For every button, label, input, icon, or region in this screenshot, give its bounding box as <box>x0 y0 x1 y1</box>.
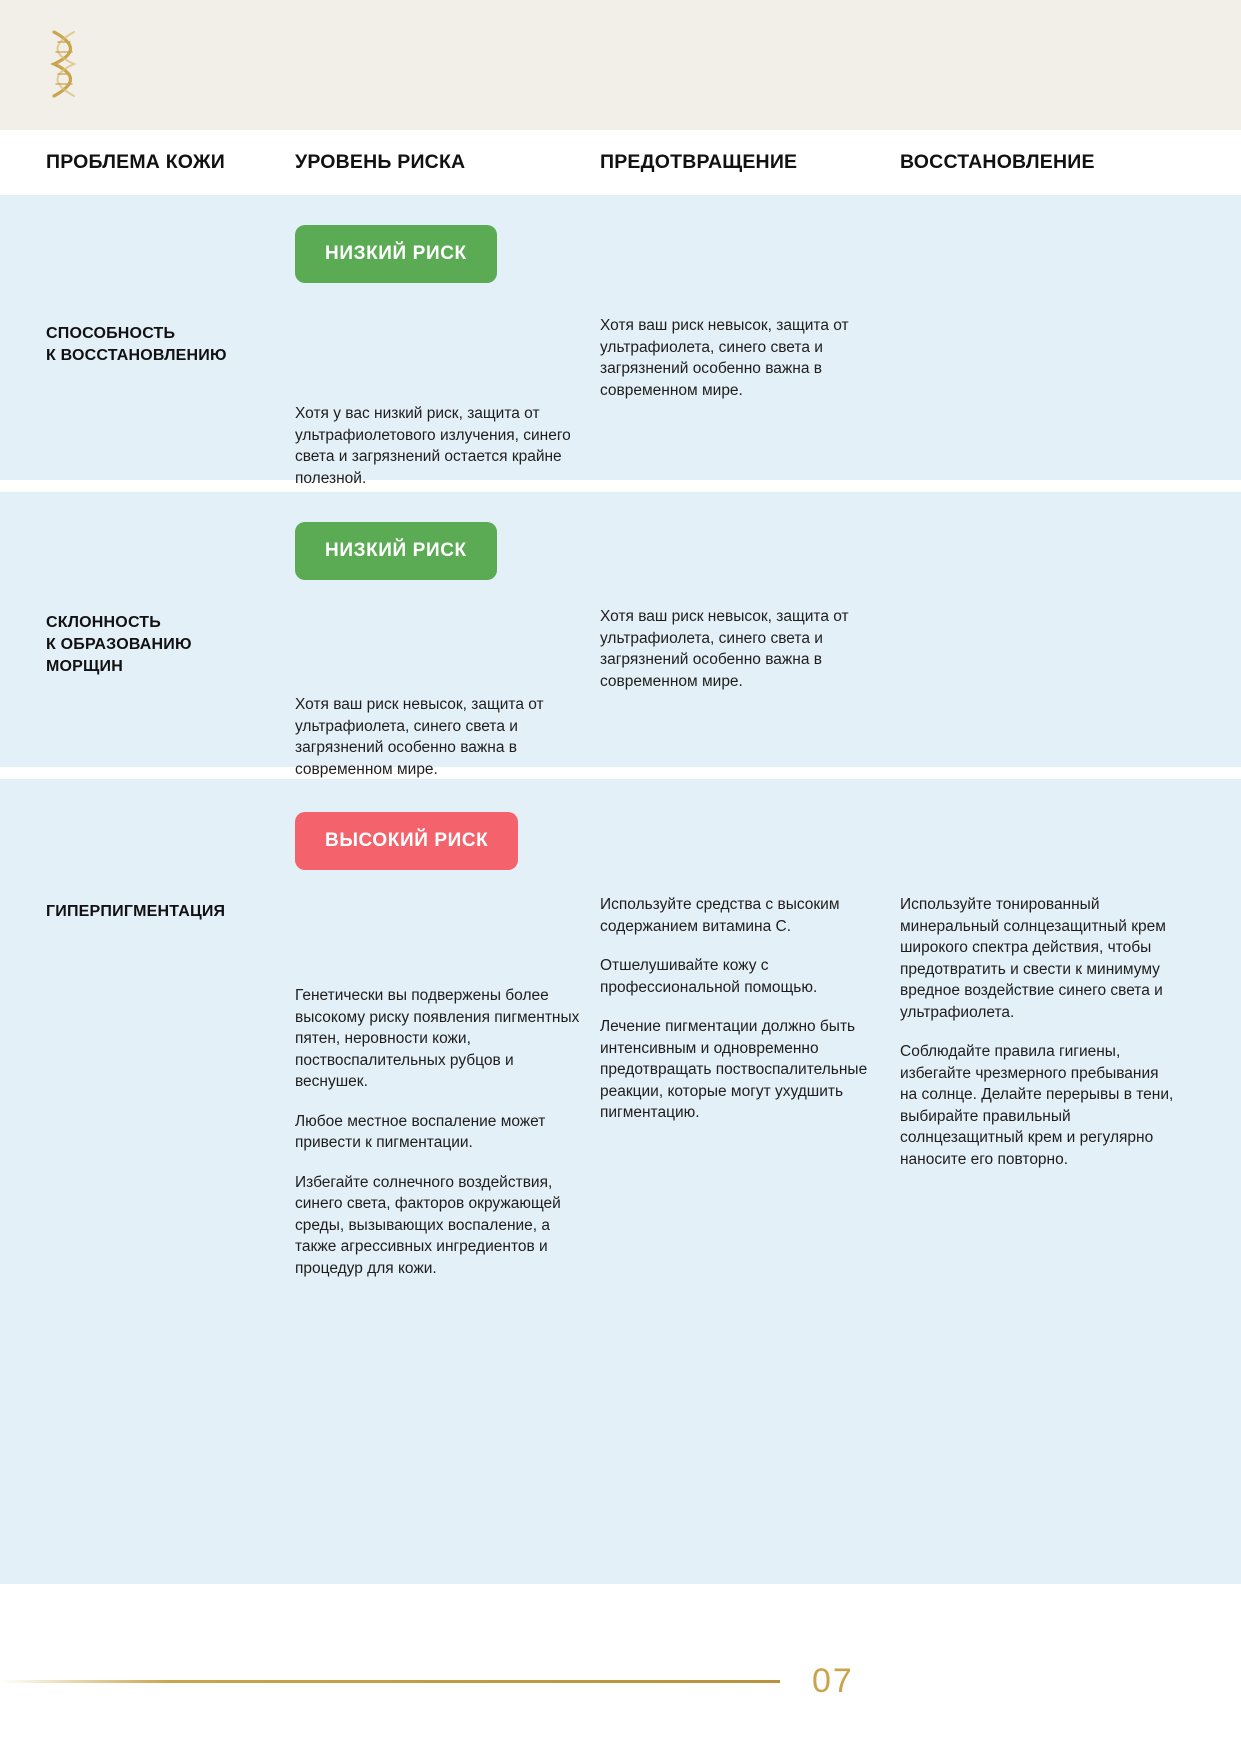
row-title: СКЛОННОСТЬ К ОБРАЗОВАНИЮ МОРЩИН <box>46 614 192 675</box>
table-row <box>0 779 1241 1584</box>
status-badge: НИЗКИЙ РИСК <box>295 522 497 580</box>
row-problem-cell <box>0 779 295 1584</box>
footer-divider <box>0 1680 780 1683</box>
row-recovery-cell <box>900 492 1195 767</box>
row-prevention-cell <box>600 195 900 480</box>
table-row <box>0 492 1241 778</box>
page-number: 07 <box>812 1662 854 1700</box>
risk-badge-wrap <box>295 779 600 870</box>
row-problem-cell <box>0 492 295 767</box>
dna-helix-logo-icon <box>36 28 96 100</box>
page-footer <box>0 1662 1241 1754</box>
risk-description: Хотя ваш риск невысок, защита от ультрафиолета, синего света и загрязнений особенно важна в современном мире. <box>295 696 544 778</box>
row-recovery-cell <box>900 195 1195 480</box>
row-risk-cell <box>295 779 600 1584</box>
header-band <box>0 0 1241 130</box>
risk-badge-wrap <box>295 195 600 283</box>
prevention-description: Используйте средства с высоким содержанием витамина C. Отшелушивайте кожу с профессиональной помощью. Лечение пигментации должно быть интенсивным и одновременно предотвращать поствоспалительные реакции, которые могут ухудшить пигментацию. <box>600 896 868 1121</box>
row-risk-cell <box>295 195 600 487</box>
row-problem-cell <box>0 195 295 480</box>
prevention-description: Хотя ваш риск невысок, защита от ультрафиолета, синего света и загрязнений особенно важна в современном мире. <box>600 317 849 399</box>
status-badge: ВЫСОКИЙ РИСК <box>295 812 518 870</box>
column-header-risk: УРОВЕНЬ РИСКА <box>295 151 466 173</box>
row-title: ГИПЕРПИГМЕНТАЦИЯ <box>46 903 226 920</box>
row-title: СПОСОБНОСТЬ К ВОССТАНОВЛЕНИЮ <box>46 325 227 364</box>
row-risk-cell <box>295 492 600 778</box>
row-recovery-cell <box>900 779 1195 1584</box>
table-header-row <box>0 130 1241 195</box>
status-badge: НИЗКИЙ РИСК <box>295 225 497 283</box>
risk-description: Генетически вы подвержены более высокому риску появления пигментных пятен, неровности кожи, поствоспалительных рубцов и веснушек. Любое местное воспаление может привести к пигментации. Избегайте солнечного воздействия, синего света, факторов окружающей среды, вызывающих воспаление, а также агрессивных ингредиентов и процедур для кожи. <box>295 987 580 1277</box>
recovery-description: Используйте тонированный минеральный солнцезащитный крем широкого спектра действия, чтобы предотвратить и свести к минимуму вредное воздействие синего света и ультрафиолета. Соблюдайте правила гигиены, избегайте чрезмерного пребывания на солнце. Делайте перерывы в тени, выбирайте правильный солнцезащитный крем и регулярно наносите его повторно. <box>900 896 1174 1168</box>
row-prevention-cell <box>600 492 900 767</box>
column-header-prevention: ПРЕДОТВРАЩЕНИЕ <box>600 151 798 173</box>
column-header-problem: ПРОБЛЕМА КОЖИ <box>46 151 225 173</box>
prevention-description: Хотя ваш риск невысок, защита от ультрафиолета, синего света и загрязнений особенно важна в современном мире. <box>600 608 849 690</box>
risk-description: Хотя у вас низкий риск, защита от ультрафиолетового излучения, синего света и загрязнений остается крайне полезной. <box>295 405 571 487</box>
column-header-recovery: ВОССТАНОВЛЕНИЕ <box>900 151 1095 173</box>
risk-badge-wrap <box>295 492 600 580</box>
row-prevention-cell <box>600 779 900 1584</box>
table-row <box>0 195 1241 487</box>
